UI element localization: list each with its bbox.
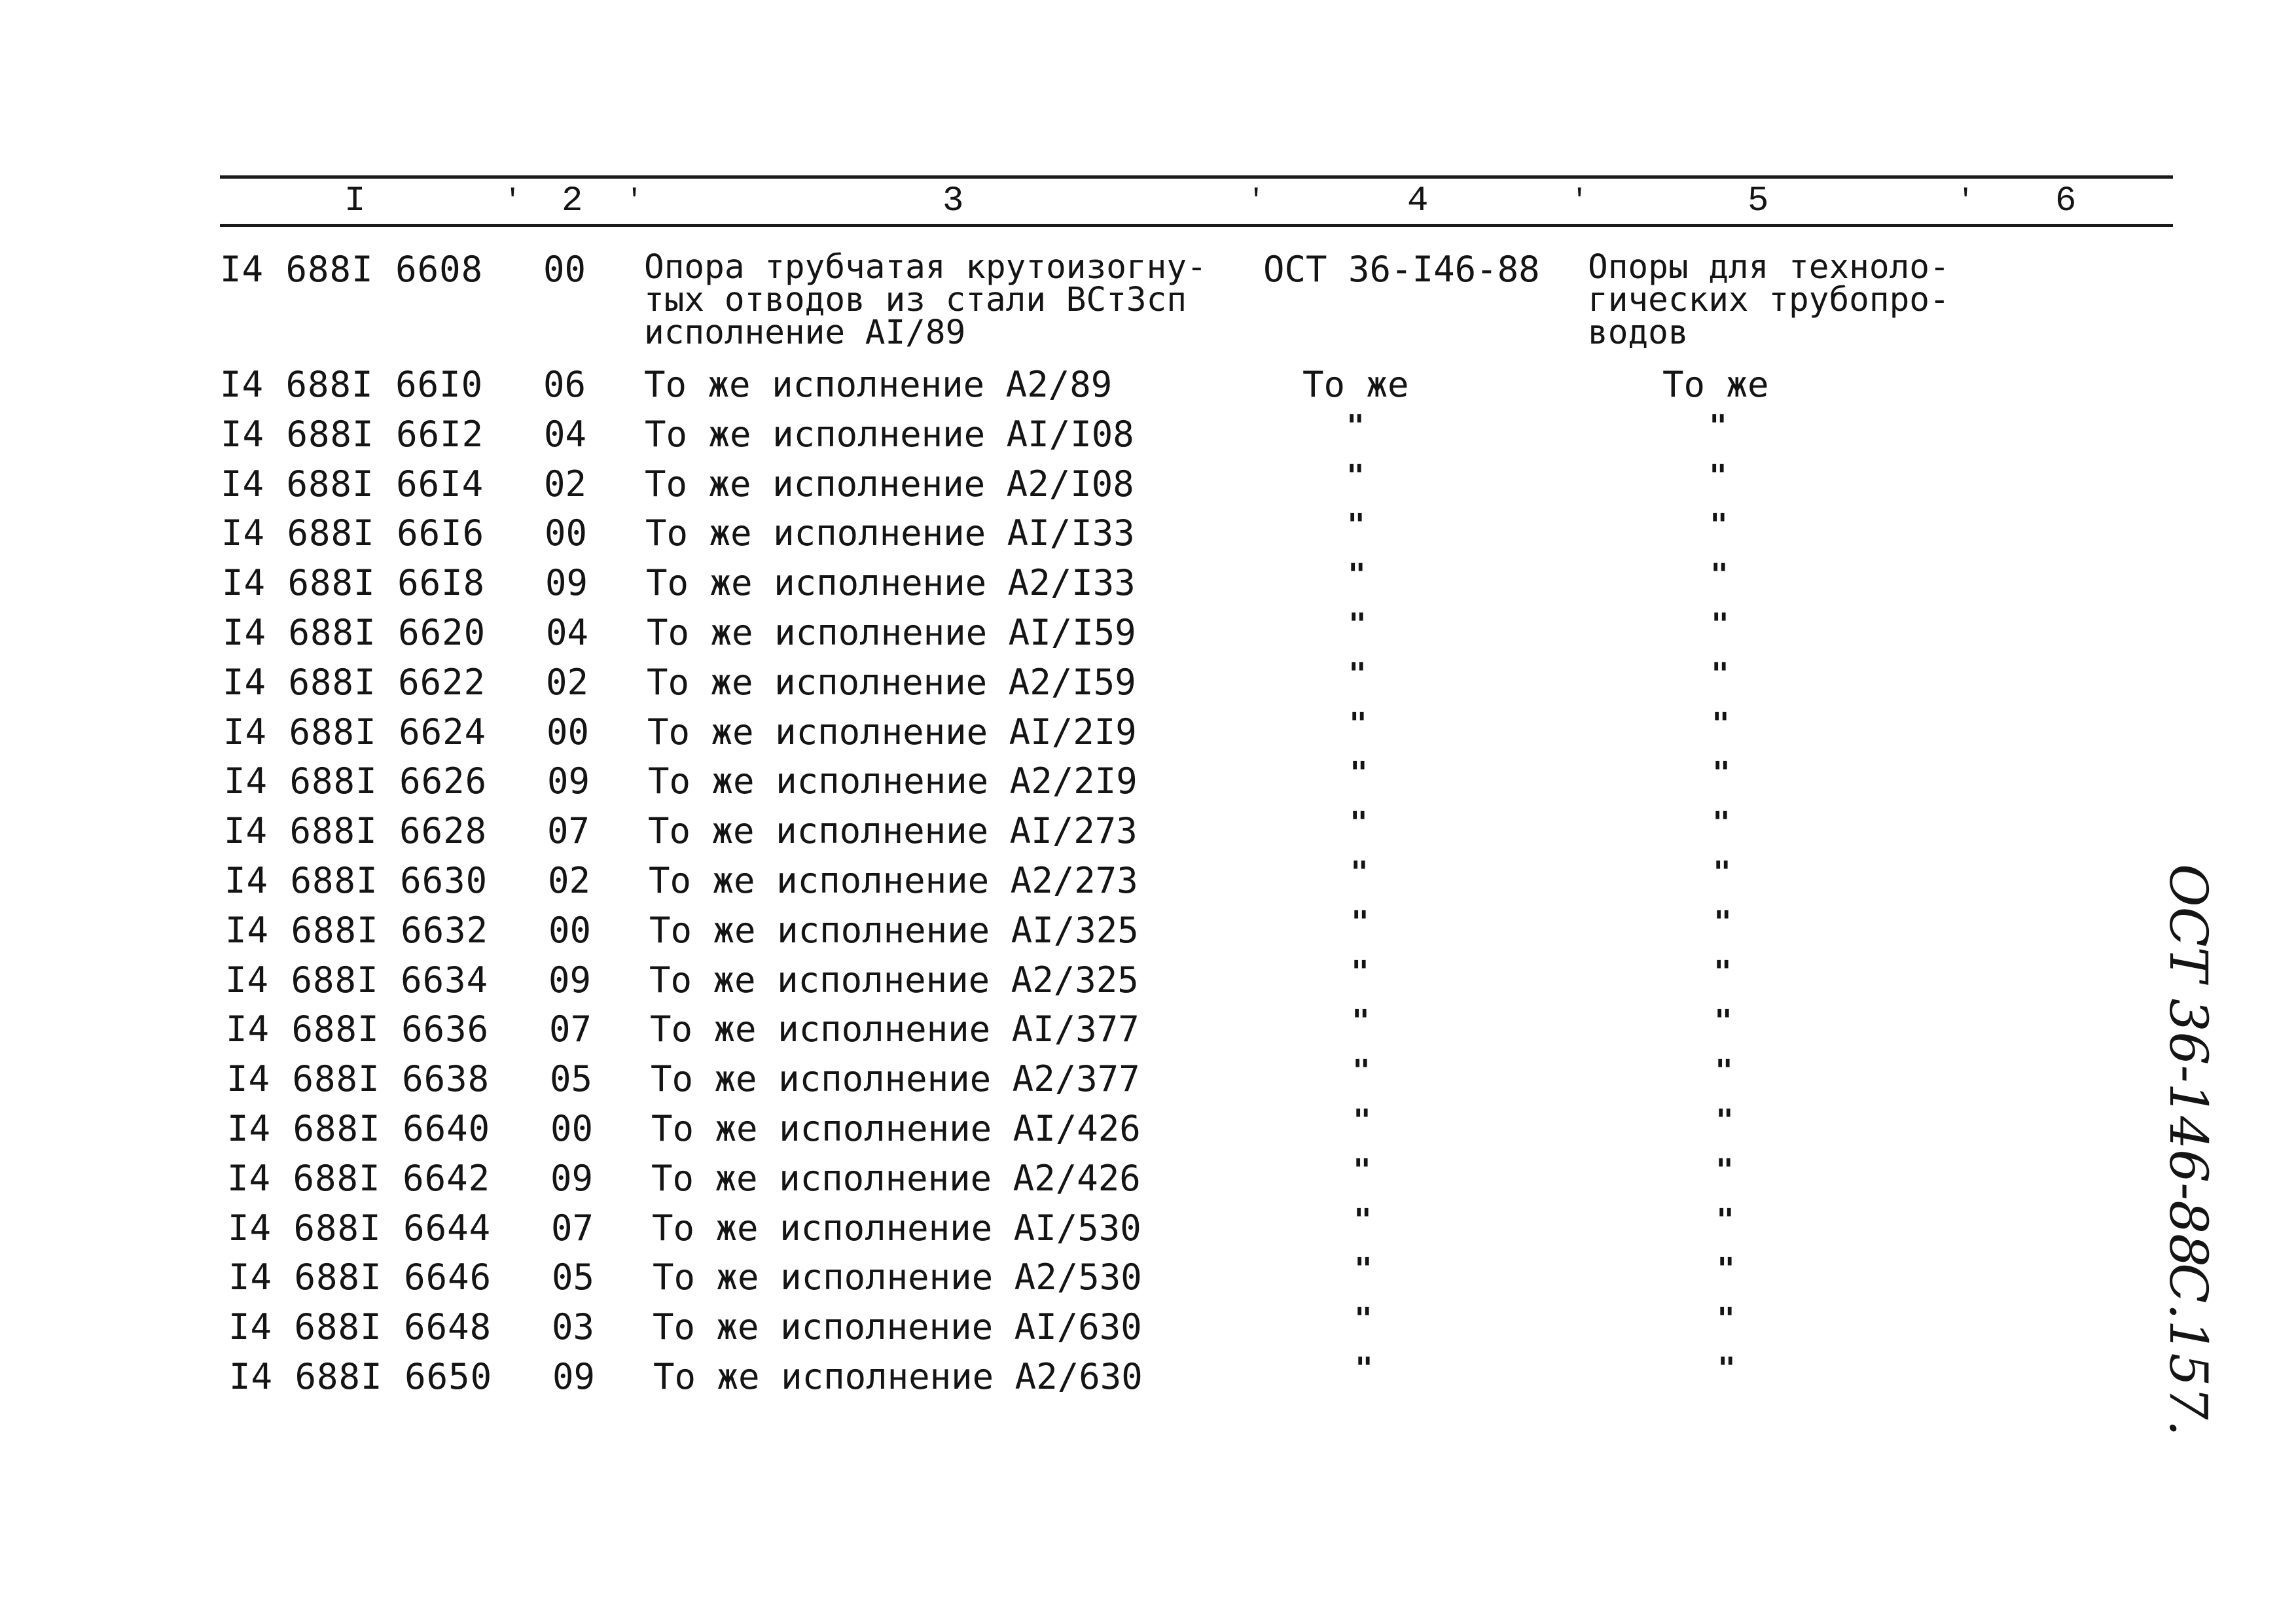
row-name: То же исполнение А2/273 (649, 860, 1138, 901)
row-code: I4 688I 6634 (225, 959, 489, 1001)
row-code: I4 688I 6630 (224, 860, 488, 901)
row-code: I4 688I 66I4 (221, 463, 484, 505)
header-separator: ' (1957, 185, 1975, 217)
first-row-group-line: водов (1588, 313, 1689, 352)
row-standard: " (1352, 1003, 1370, 1039)
row-standard: " (1352, 1053, 1371, 1088)
row-standard: " (1348, 557, 1366, 592)
row-group: " (1713, 904, 1732, 940)
row-name: То же исполнение АI/I33 (645, 512, 1135, 554)
row-check: 07 (547, 810, 590, 851)
row-group: " (1711, 656, 1729, 692)
header-col-4: 4 (1407, 181, 1429, 221)
row-name: То же исполнение АI/530 (652, 1207, 1141, 1249)
row-name: То же исполнение А2/630 (653, 1356, 1143, 1397)
row-standard: " (1350, 805, 1368, 840)
row-name: То же исполнение А2/89 (644, 364, 1113, 405)
row-group: " (1715, 1053, 1733, 1088)
row-code: I4 688I 6632 (225, 910, 489, 951)
row-name: То же исполнение АI/273 (648, 810, 1138, 851)
header-col-3: 3 (942, 181, 964, 221)
row-check: 02 (544, 463, 587, 505)
row-code: I4 688I 6644 (228, 1207, 492, 1249)
header-separator: ' (1571, 185, 1588, 217)
row-group: " (1714, 1003, 1732, 1039)
header-separator: ' (504, 185, 522, 217)
first-row-name-line: Опора трубчатая крутоизогну- (644, 248, 1207, 287)
row-check: 05 (552, 1257, 595, 1298)
row-group: " (1711, 607, 1729, 642)
row-code: I4 688I 6648 (228, 1306, 492, 1347)
row-standard: " (1351, 954, 1369, 990)
side-page-number: С.157. (2158, 1263, 2219, 1436)
row-code: I4 688I 6640 (227, 1108, 491, 1149)
row-check: 09 (545, 562, 588, 603)
row-check: 04 (546, 612, 589, 653)
row-standard: " (1347, 507, 1365, 543)
row-name: То же исполнение А2/I59 (647, 662, 1136, 703)
row-check: 06 (543, 364, 586, 405)
row-name: То же исполнение АI/630 (653, 1306, 1142, 1347)
row-standard: " (1346, 458, 1365, 493)
row-group: " (1709, 458, 1727, 493)
side-document-code: ОСТ 36-146-88 (2158, 864, 2219, 1267)
row-code: I4 688I 66I8 (222, 562, 486, 603)
row-check: 00 (547, 711, 590, 753)
first-row-standard: ОСТ 36-I46-88 (1263, 249, 1540, 290)
row-name: То же исполнение АI/426 (651, 1108, 1141, 1149)
row-check: 09 (547, 760, 590, 802)
table-header-rule (220, 224, 2173, 227)
row-standard: " (1354, 1301, 1372, 1336)
header-col-2: 2 (562, 181, 583, 221)
row-standard: " (1346, 408, 1365, 444)
header-col-6: 6 (2055, 181, 2077, 221)
row-code: I4 688I 6622 (223, 662, 486, 703)
first-row-code: I4 688I 6608 (220, 249, 484, 290)
row-check: 05 (550, 1058, 593, 1099)
row-standard: " (1350, 855, 1369, 890)
row-check: 03 (552, 1306, 595, 1347)
row-check: 07 (549, 1008, 592, 1050)
row-code: I4 688I 6638 (226, 1058, 490, 1099)
row-standard: " (1354, 1202, 1372, 1238)
row-check: 07 (551, 1207, 594, 1249)
header-separator: ' (626, 185, 643, 217)
row-standard: " (1348, 656, 1367, 692)
row-group: " (1712, 805, 1731, 840)
row-name: То же исполнение А2/I08 (645, 463, 1134, 505)
row-name: То же исполнение А2/325 (649, 959, 1139, 1001)
row-name: То же исполнение АI/325 (649, 910, 1139, 951)
first-row-name (644, 248, 1207, 352)
row-check: 09 (548, 959, 592, 1001)
table-top-rule (220, 175, 2173, 179)
first-row-name-line: исполнение АI/89 (644, 313, 966, 352)
first-row-group-line: Опоры для техноло- (1588, 248, 1950, 287)
row-code: I4 688I 6628 (224, 810, 488, 851)
row-name: То же исполнение АI/I59 (647, 612, 1136, 653)
row-group: " (1715, 1103, 1734, 1138)
row-group: " (1717, 1251, 1735, 1287)
row-group: " (1713, 954, 1732, 990)
row-group: " (1710, 557, 1729, 592)
row-code: I4 688I 6626 (224, 760, 488, 802)
row-check: 00 (548, 910, 592, 951)
row-standard: " (1350, 755, 1368, 791)
row-name: То же исполнение А2/530 (653, 1257, 1142, 1298)
first-row-group-line: гических трубопро- (1588, 281, 1950, 319)
row-group: " (1716, 1202, 1734, 1238)
row-check: 00 (550, 1108, 594, 1149)
row-check: 04 (544, 414, 587, 455)
row-group: " (1713, 855, 1731, 890)
row-name: То же исполнение АI/377 (650, 1008, 1139, 1050)
row-standard: То же (1302, 364, 1409, 405)
header-separator: ' (1247, 185, 1265, 217)
row-standard: " (1349, 706, 1367, 741)
row-code: I4 688I 6650 (229, 1356, 493, 1397)
row-code: I4 688I 66I2 (221, 414, 484, 455)
row-group: " (1715, 1152, 1734, 1188)
row-check: 00 (545, 512, 588, 554)
row-code: I4 688I 6624 (223, 711, 487, 753)
first-row-check: 00 (543, 249, 586, 290)
row-standard: " (1353, 1103, 1371, 1138)
row-check: 02 (546, 662, 589, 703)
header-col-5: 5 (1748, 181, 1769, 221)
row-name: То же исполнение А2/2I9 (648, 760, 1138, 802)
row-group: " (1717, 1301, 1735, 1336)
row-code: I4 688I 66I0 (220, 364, 484, 405)
row-group: " (1717, 1351, 1736, 1386)
row-check: 02 (548, 860, 591, 901)
row-group: " (1709, 408, 1727, 444)
row-standard: " (1354, 1251, 1372, 1287)
row-name: То же исполнение АI/I08 (645, 414, 1134, 455)
row-check: 09 (550, 1158, 594, 1199)
first-row-group (1588, 248, 1950, 352)
row-standard: " (1353, 1152, 1371, 1188)
row-code: I4 688I 66I6 (221, 512, 485, 554)
row-group: То же (1662, 364, 1769, 405)
first-row-name-line: тых отводов из стали ВСт3сп (644, 281, 1187, 319)
row-name: То же исполнение А2/377 (651, 1058, 1140, 1099)
row-name: То же исполнение АI/2I9 (647, 711, 1137, 753)
row-group: " (1712, 755, 1731, 791)
header-col-1: I (344, 181, 366, 221)
row-name: То же исполнение А2/I33 (646, 562, 1136, 603)
row-code: I4 688I 6646 (228, 1257, 492, 1298)
row-name: То же исполнение А2/426 (651, 1158, 1141, 1199)
row-check: 09 (552, 1356, 596, 1397)
row-standard: " (1355, 1351, 1373, 1386)
row-group: " (1710, 507, 1728, 543)
row-code: I4 688I 6642 (227, 1158, 491, 1199)
row-standard: " (1348, 607, 1367, 642)
row-code: I4 688I 6636 (226, 1008, 490, 1050)
row-group: " (1712, 706, 1730, 741)
row-standard: " (1351, 904, 1369, 940)
row-code: I4 688I 6620 (223, 612, 486, 653)
